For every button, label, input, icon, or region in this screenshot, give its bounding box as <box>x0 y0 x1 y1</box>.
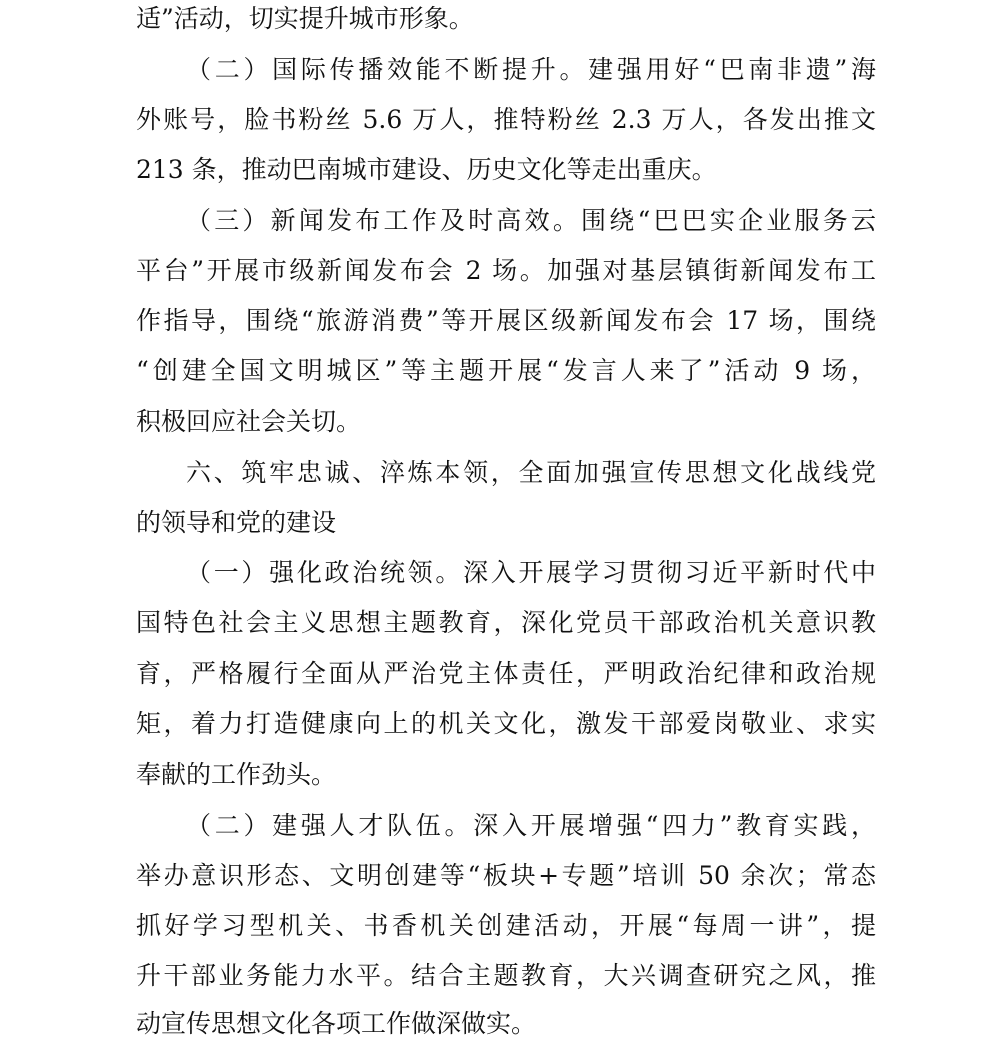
text-line: （二）建强人才队伍。深入开展增强“四力”教育实践， <box>186 811 876 840</box>
text-line: 适”活动，切实提升城市形象。 <box>136 4 474 33</box>
section-heading: 的领导和党的建设 <box>136 508 337 537</box>
text-line: 213 条，推动巴南城市建设、历史文化等走出重庆。 <box>136 155 717 184</box>
text-line: 国特色社会主义思想主题教育，深化党员干部政治机关意识教 <box>136 608 876 637</box>
text-line: “创建全国文明城区”等主题开展“发言人来了”活动 9 场， <box>136 356 876 385</box>
text-line: 动宣传思想文化各项工作做深做实。 <box>136 1009 537 1038</box>
text-line: 升干部业务能力水平。结合主题教育，大兴调查研究之风，推 <box>136 961 876 990</box>
text-line: 积极回应社会关切。 <box>136 407 362 436</box>
text-line: 抓好学习型机关、书香机关创建活动，开展“每周一讲”，提 <box>136 911 876 940</box>
text-line: 育，严格履行全面从严治党主体责任，严明政治纪律和政治规 <box>136 659 876 688</box>
text-line: 外账号，脸书粉丝 5.6 万人，推特粉丝 2.3 万人，各发出推文 <box>136 105 876 134</box>
text-line: 平台”开展市级新闻发布会 2 场。加强对基层镇街新闻发布工 <box>136 256 876 285</box>
section-heading: 六、筑牢忠诚、淬炼本领，全面加强宣传思想文化战线党 <box>186 458 876 487</box>
text-line: 矩，着力打造健康向上的机关文化，激发干部爱岗敬业、求实 <box>136 709 876 738</box>
text-line: （三）新闻发布工作及时高效。围绕“巴巴实企业服务云 <box>186 206 876 235</box>
text-line: （二）国际传播效能不断提升。建强用好“巴南非遗”海 <box>186 55 876 84</box>
text-line: 作指导，围绕“旅游消费”等开展区级新闻发布会 17 场，围绕 <box>136 306 876 335</box>
text-line: （一）强化政治统领。深入开展学习贯彻习近平新时代中 <box>186 558 876 587</box>
text-line: 举办意识形态、文明创建等“板块+专题”培训 50 余次；常态 <box>136 861 876 890</box>
text-line: 奉献的工作劲头。 <box>136 760 337 789</box>
